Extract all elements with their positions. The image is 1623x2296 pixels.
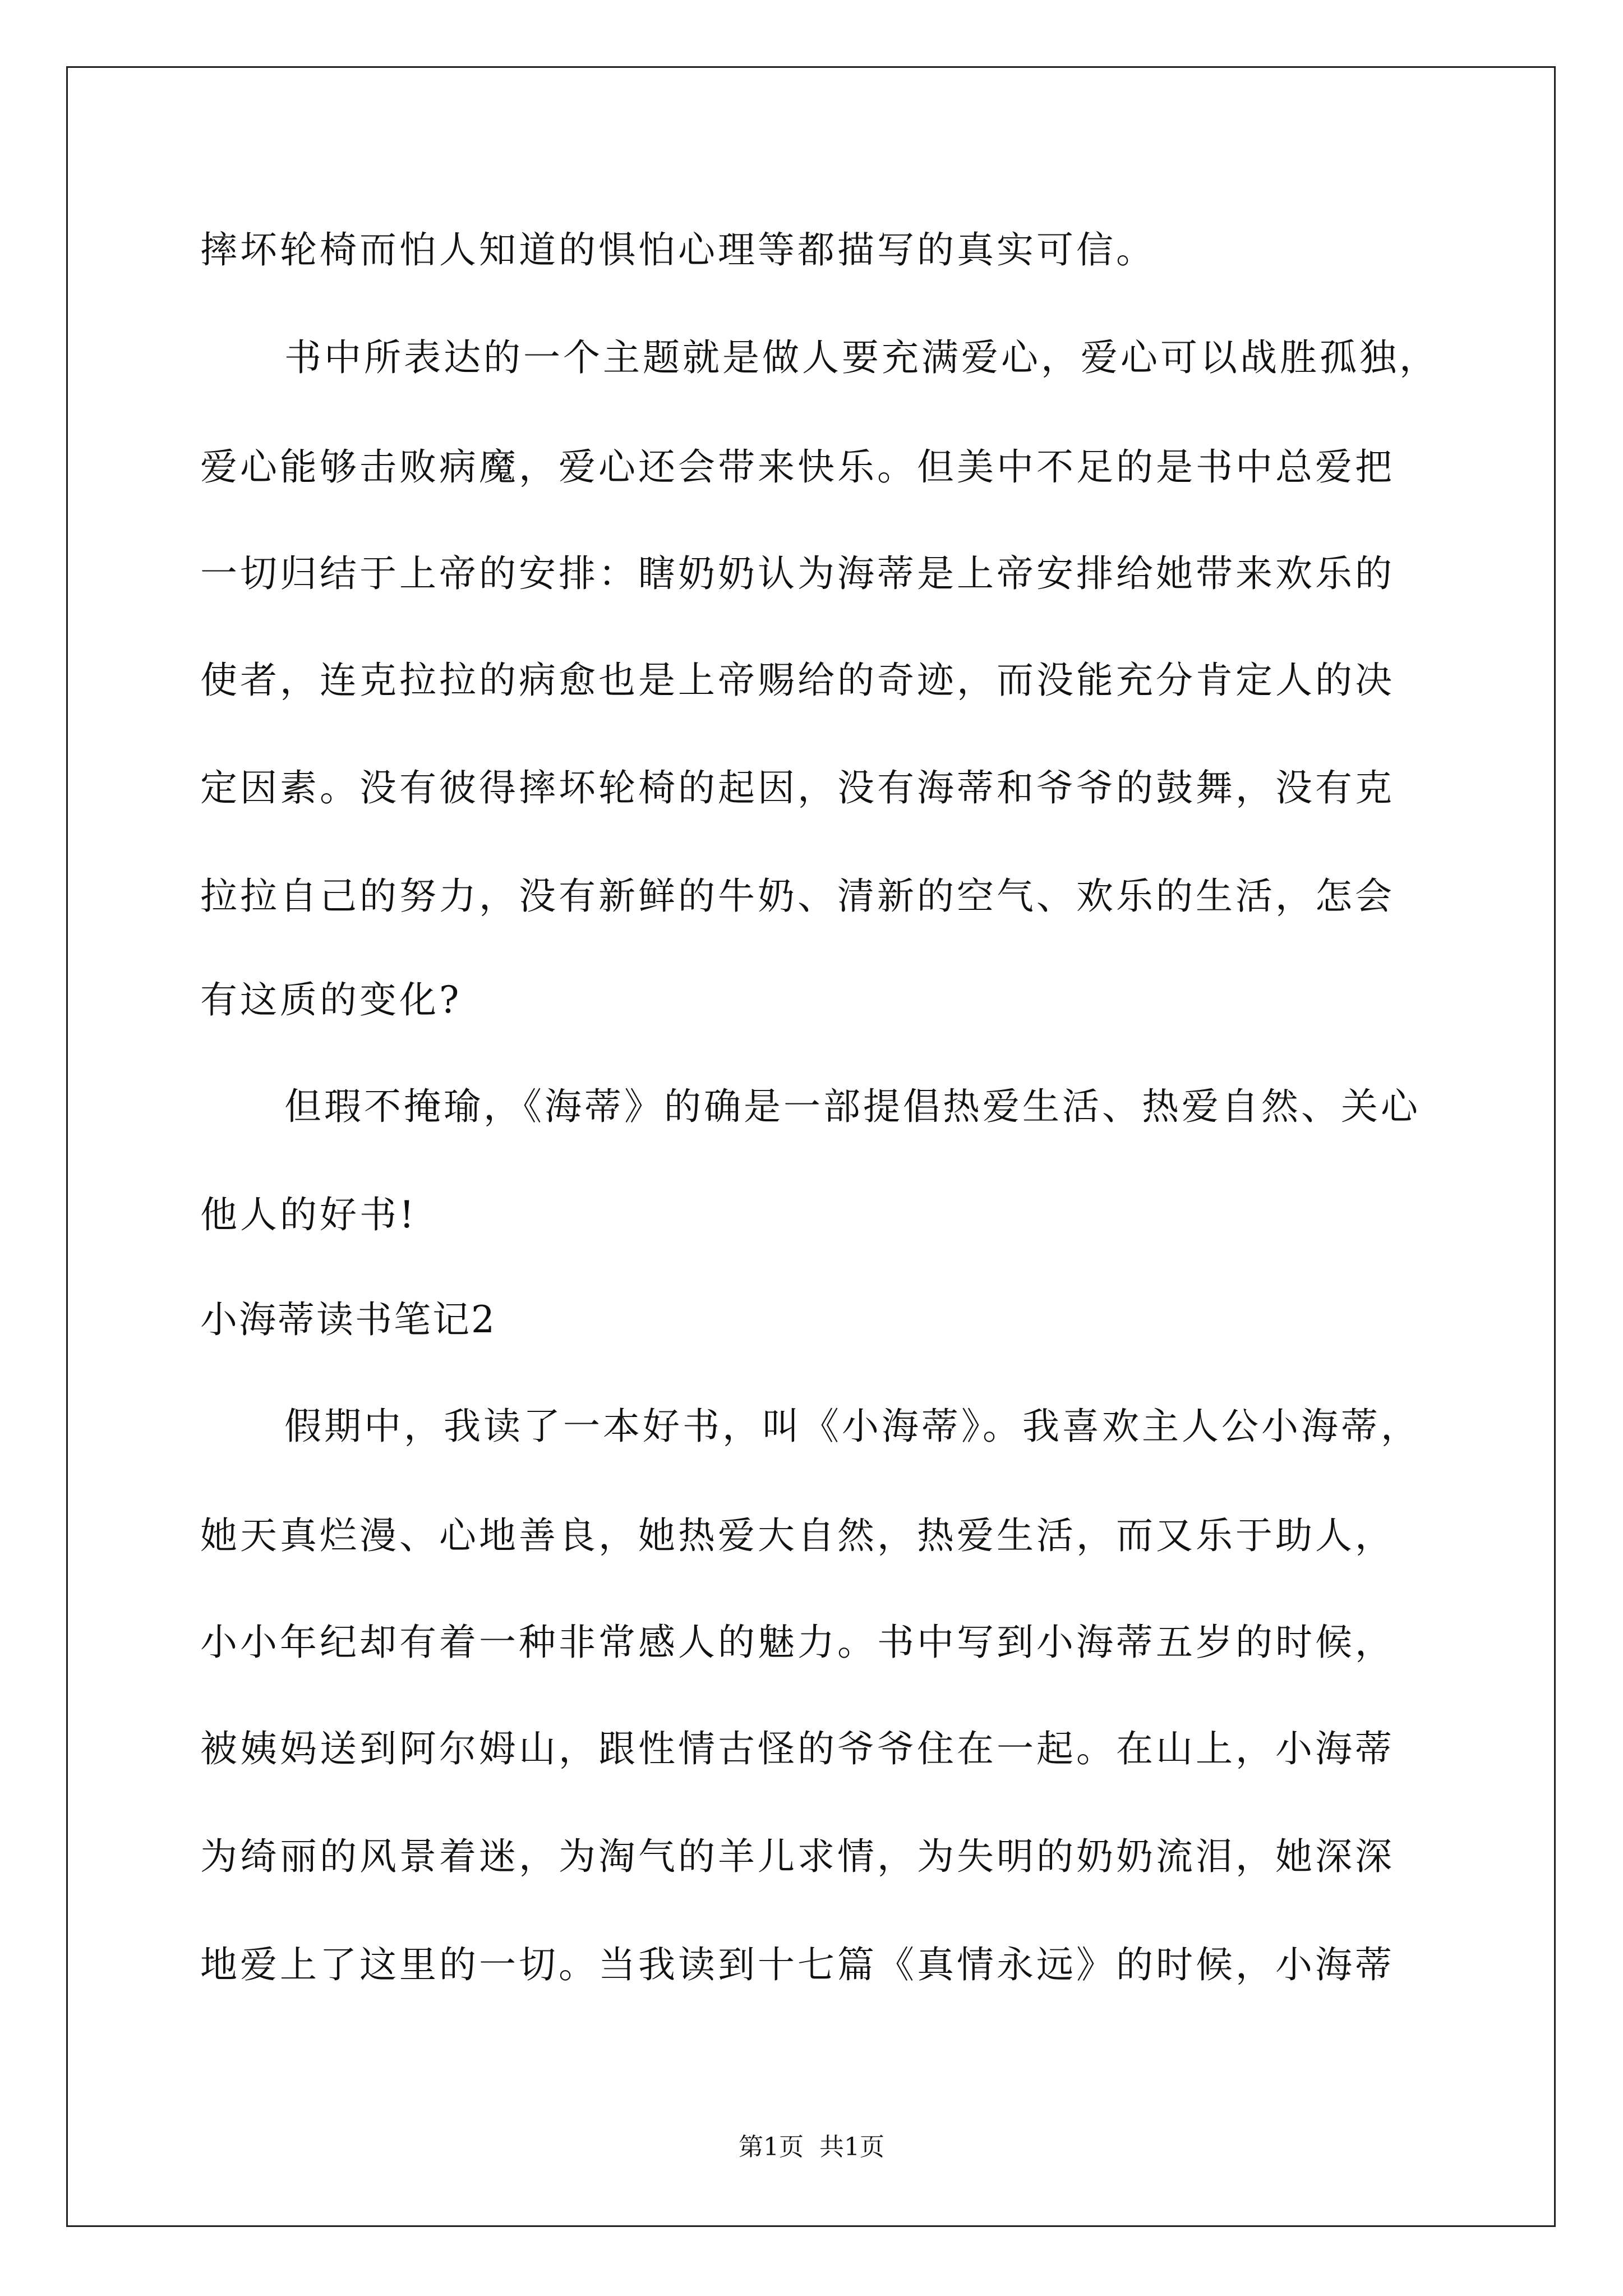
- text-line-6: 定因素。没有彼得摔坏轮椅的起因，没有海蒂和爷爷的鼓舞，没有克: [200, 766, 1395, 809]
- text-line-3: 爱心能够击败病魔，爱心还会带来快乐。但美中不足的是书中总爱把: [200, 445, 1395, 489]
- text-line-7: 拉拉自己的努力，没有新鲜的牛奶、清新的空气、欢乐的生活，怎会: [200, 875, 1395, 918]
- page-border: [66, 66, 1556, 2227]
- text-line-1: 摔坏轮椅而怕人知道的惧怕心理等都描写的真实可信。: [200, 228, 1156, 272]
- text-line-16: 为绮丽的风景着迷，为淘气的羊儿求情，为失明的奶奶流泪，她深深: [200, 1835, 1395, 1878]
- text-line-8: 有这质的变化?: [200, 978, 462, 1022]
- text-line-14: 小小年纪却有着一种非常感人的魅力。书中写到小海蒂五岁的时候，: [200, 1621, 1395, 1664]
- text-line-12: 假期中，我读了一本好书，叫《小海蒂》。我喜欢主人公小海蒂，: [284, 1405, 1421, 1448]
- section-heading: 小海蒂读书笔记2: [200, 1298, 496, 1341]
- page-footer: 第1页 共1页: [739, 2133, 884, 2161]
- text-line-15: 被姨妈送到阿尔姆山，跟性情古怪的爷爷住在一起。在山上，小海蒂: [200, 1727, 1395, 1770]
- text-line-17: 地爱上了这里的一切。当我读到十七篇《真情永远》的时候，小海蒂: [200, 1943, 1395, 1986]
- text-line-9: 但瑕不掩瑜，《海蒂》的确是一部提倡热爱生活、热爱自然、关心: [284, 1085, 1421, 1128]
- text-line-2: 书中所表达的一个主题就是做人要充满爱心，爱心可以战胜孤独，: [284, 336, 1439, 379]
- text-line-10: 他人的好书!: [200, 1193, 417, 1236]
- text-line-5: 使者，连克拉拉的病愈也是上帝赐给的奇迹，而没能充分肯定人的决: [200, 659, 1395, 702]
- text-line-4: 一切归结于上帝的安排：瞎奶奶认为海蒂是上帝安排给她带来欢乐的: [200, 552, 1395, 595]
- text-line-13: 她天真烂漫、心地善良，她热爱大自然，热爱生活，而又乐于助人，: [200, 1514, 1395, 1557]
